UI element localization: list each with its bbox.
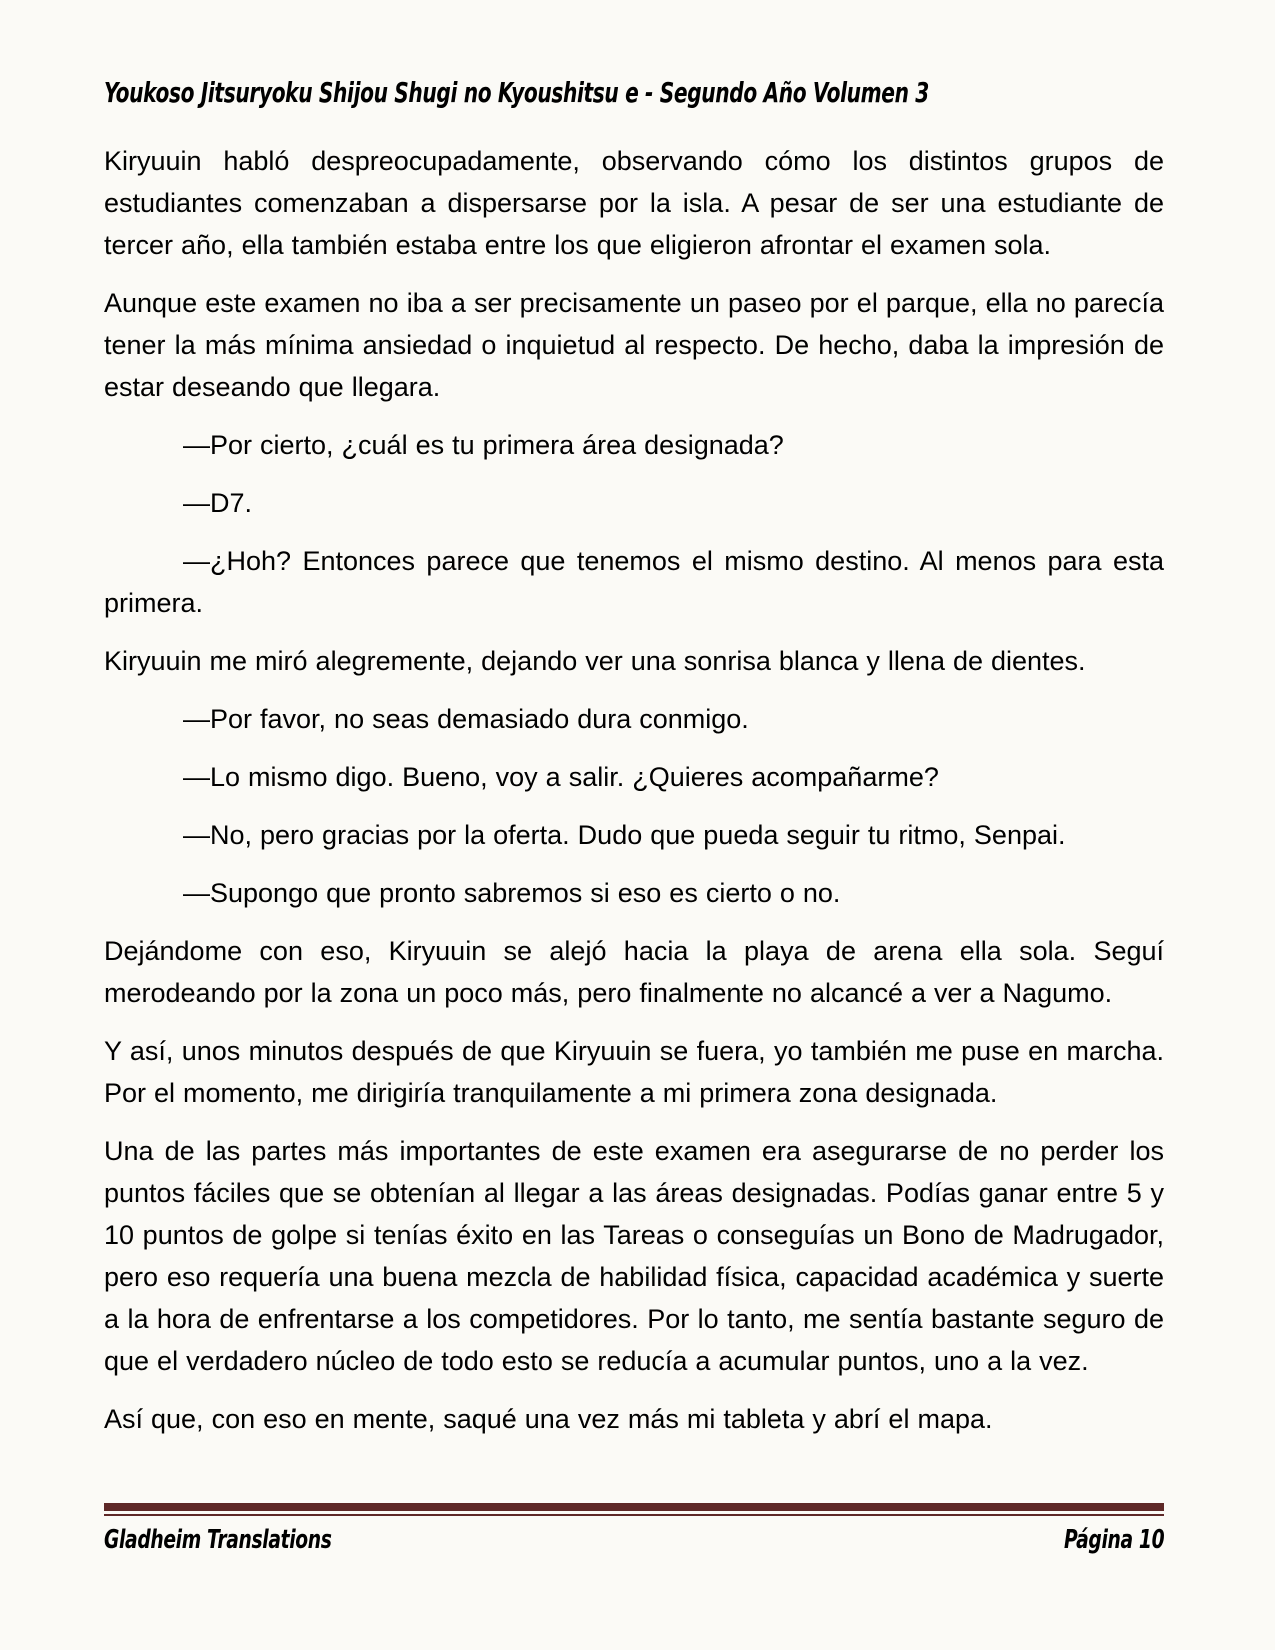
document-body: [104, 140, 1164, 1456]
header-title: Youkoso Jitsuryoku Shijou Shugi no Kyoushitsu e - Segundo Año Volumen 3: [104, 76, 929, 109]
paragraph-dialogue: —¿Hoh? Entonces parece que tenemos el mismo destino. Al menos para esta primera.: [104, 546, 1164, 618]
footer-divider-thin-line: [104, 1514, 1164, 1516]
paragraph-narration: Y así, unos minutos después de que Kiryuuin se fuera, yo también me puse en marcha. Por el momento, me dirigiría tranquilamente a mi primera zona designada.: [104, 1036, 1164, 1108]
paragraph-dialogue: —No, pero gracias por la oferta. Dudo que pueda seguir tu ritmo, Senpai.: [183, 820, 1066, 850]
paragraph-narration: Kiryuuin habló despreocupadamente, observando cómo los distintos grupos de estudiantes comenzaban a dispersarse por la isla. A pesar de ser una estudiante de tercer año, ella también estaba entre los que eligieron afrontar el examen sola.: [104, 146, 1164, 260]
paragraph-narration: Una de las partes más importantes de este examen era asegurarse de no perder los puntos fáciles que se obtenían al llegar a las áreas designadas. Podías ganar entre 5 y 10 puntos de golpe si tenías éxito en las Tareas o conseguías un Bono de Madrugador, pero eso requería una buena mezcla de habilidad física, capacidad académica y suerte a la hora de enfrentarse a los competidores. Por lo tanto, me sentía bastante seguro de que el verdadero núcleo de todo esto se reducía a acumular puntos, uno a la vez.: [104, 1136, 1164, 1376]
paragraph-dialogue: —Por favor, no seas demasiado dura conmigo.: [183, 704, 749, 734]
paragraph-dialogue: —D7.: [183, 488, 253, 518]
page-header: [104, 76, 1164, 109]
paragraph-dialogue: —Por cierto, ¿cuál es tu primera área designada?: [183, 430, 784, 460]
footer-text-row: [104, 1525, 1164, 1555]
paragraph-narration: Kiryuuin me miró alegremente, dejando ver una sonrisa blanca y llena de dientes.: [104, 646, 1086, 676]
footer-divider: [104, 1503, 1164, 1516]
page-footer: [104, 1503, 1164, 1555]
paragraph-narration: Así que, con eso en mente, saqué una vez más mi tableta y abrí el mapa.: [104, 1404, 993, 1434]
footer-page-number: Página 10: [1063, 1525, 1164, 1555]
footer-divider-thick-line: [104, 1503, 1164, 1511]
paragraph-dialogue: —Lo mismo digo. Bueno, voy a salir. ¿Quieres acompañarme?: [183, 762, 939, 792]
paragraph-narration: Dejándome con eso, Kiryuuin se alejó hacia la playa de arena ella sola. Seguí merodeando por la zona un poco más, pero finalmente no alcancé a ver a Nagumo.: [104, 936, 1164, 1008]
paragraph-narration: Aunque este examen no iba a ser precisamente un paseo por el parque, ella no parecía tener la más mínima ansiedad o inquietud al respecto. De hecho, daba la impresión de estar deseando que llegara.: [104, 288, 1164, 402]
paragraph-dialogue: —Supongo que pronto sabremos si eso es cierto o no.: [183, 878, 841, 908]
footer-translator-credit: Gladheim Translations: [104, 1525, 332, 1555]
